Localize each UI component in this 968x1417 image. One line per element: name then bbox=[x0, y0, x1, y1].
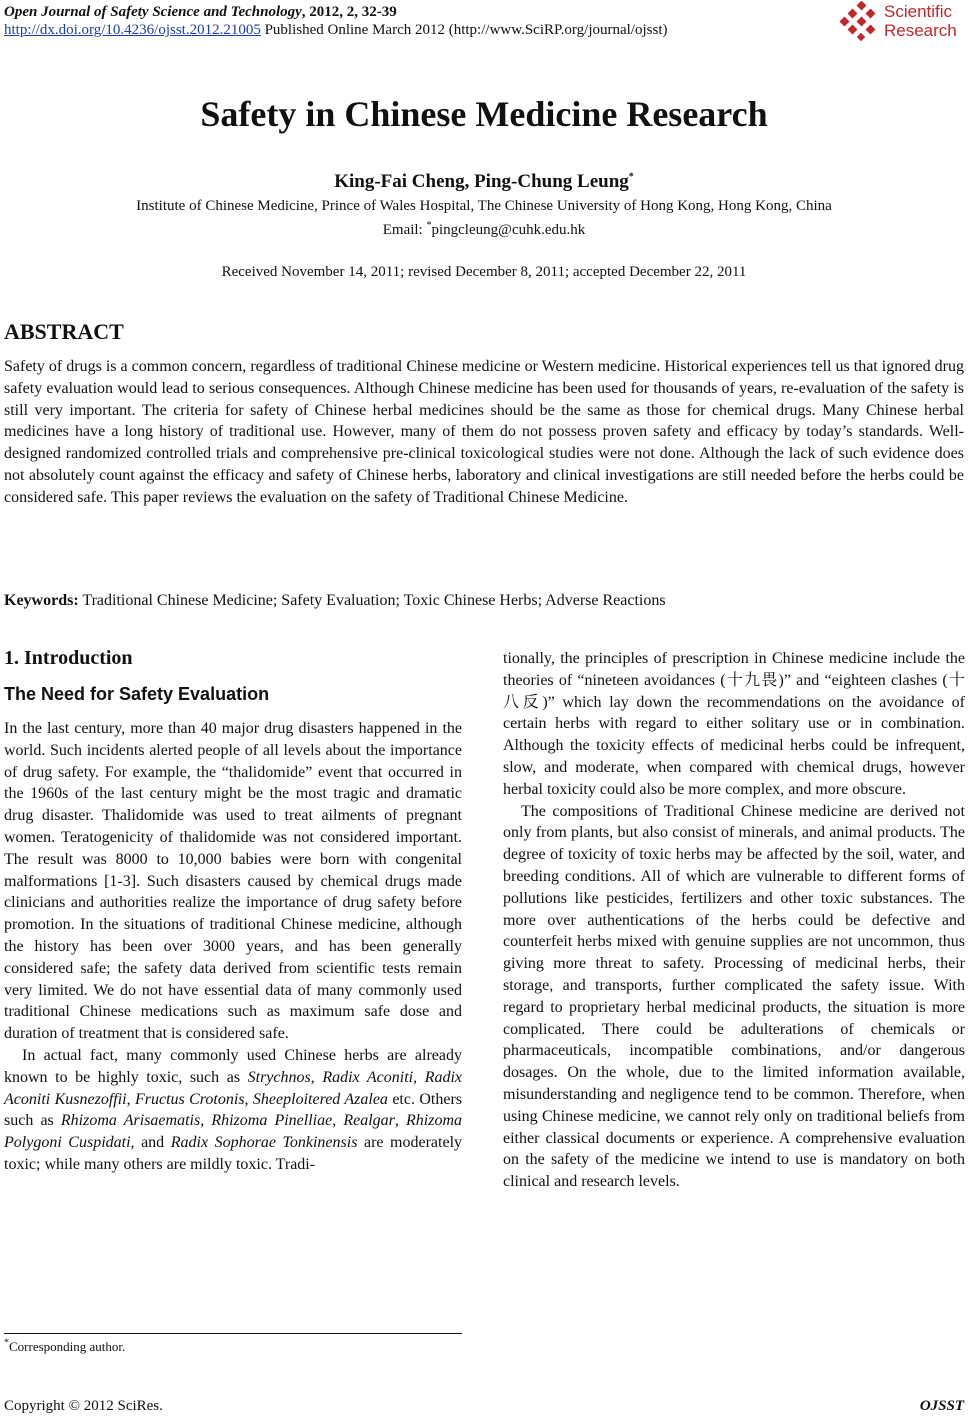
logo-line1: Scientific bbox=[884, 2, 953, 21]
published-online-text: Published Online March 2012 (http://www.SciRP.org/journal/ojsst) bbox=[260, 22, 668, 38]
herb-name: Radix Sophorae Tonkinensis bbox=[170, 1134, 358, 1152]
separator: , and bbox=[130, 1134, 171, 1152]
abstract-text: Safety of drugs is a common concern, regardless of traditional Chinese medicine or Western medicine. Historical experiences tell us that ignored drug safety evaluation would lead to serious consequences. Although Chinese medicine has been used for thousands of years, re-evaluation of the safety is still very important. The criteria for safety of Chinese herbal medicines should be the same as those for chemical drugs. Many Chinese herbal medicines have a long history of traditional use. However, many of them do not possess proven safety and efficacy by today’s standards. Well-designed randomized controlled trials and comprehensive pre-clinical toxicological studies were not done. Although the lack of such evidence does not absolutely count against the efficacy and safety of Chinese herbs, laboratory and clinical investigations are still needed before the herbs could be considered safe. This paper reviews the evaluation on the safety of Traditional Chinese Medicine. bbox=[4, 358, 964, 506]
scientific-research-logo-icon bbox=[840, 1, 882, 43]
herb-name: Strychnos bbox=[247, 1068, 311, 1086]
footnote-rule bbox=[4, 1333, 462, 1334]
logo-line2: Research bbox=[884, 21, 957, 40]
author-names: King-Fai Cheng, Ping-Chung Leung bbox=[334, 171, 629, 192]
email-label: Email: bbox=[382, 222, 427, 238]
footnote-mark: * bbox=[4, 1337, 9, 1349]
authors bbox=[0, 170, 968, 194]
paper-title: Safety in Chinese Medicine Research bbox=[200, 94, 768, 134]
para2-text-b: etc. Others such as bbox=[4, 1090, 462, 1130]
herb-name: Rhizoma Arisaematis bbox=[60, 1112, 201, 1130]
keywords-label: Keywords: bbox=[4, 592, 79, 609]
intro-paragraph-3: The compositions of Traditional Chinese medicine are derived not only from plants, but also consist of minerals, and animal products. The degree of toxicity of toxic herbs may be affected by the soil, water, and breeding conditions. All of which are vulnerable to different forms of pollutions like pesticides, fertilizers and other toxic substances. The more over authentications of the herbs could be defective and counterfeit herbs mixed with genuine supplies are not uncommon, thus giving more threat to safety. Processing of medicinal herbs, their storage, and transports, further complicated the safety issue. With regard to proprietary herbal medicinal products, the situation is more complicated. There could be adulterations of chemicals or pharmaceuticals, incompatible combinations, and/or dangerous dosages. On the whole, due to the limited information available, misunderstanding and negligence tend to be common. Therefore, when using Chinese medicine, we cannot rely only on traditional beliefs from either classical documents or experience. A comprehensive evaluation on the safety of the medicine we intend to use is mandatory on both clinical and research levels. bbox=[503, 802, 965, 1191]
separator: , bbox=[332, 1112, 344, 1130]
footnote-text: Corresponding author. bbox=[9, 1339, 126, 1354]
para2-text-c-end: tionally, the principles of prescription in Chinese medicine include the theories of “nineteen avoidances (十九畏)” and “eighteen clashes (十八反)” which lay down the recommendations on the avoidance of certain herbs with regard to either solitary use or in combination. Although the toxicity effects of medicinal herbs could be infrequent, slow, and moderate, when compared with chemical drugs, however herbal toxicity could also be more complex, and more obscure. bbox=[503, 650, 965, 798]
herb-name: Fructus Crotonis bbox=[134, 1090, 245, 1108]
email-line bbox=[0, 220, 968, 240]
scientific-research-logo bbox=[840, 0, 966, 44]
herb-name: Rhizoma Polygoni Cuspidati bbox=[4, 1112, 462, 1152]
right-column bbox=[503, 648, 965, 1193]
separator: , bbox=[200, 1112, 212, 1130]
para2-continued bbox=[503, 648, 965, 801]
intro-paragraph-2 bbox=[4, 1045, 462, 1176]
footnote bbox=[4, 1338, 125, 1356]
logo-wordmark bbox=[884, 2, 957, 40]
journal-name: Open Journal of Safety Science and Technology bbox=[4, 4, 302, 20]
email-address[interactable]: pingcleung@cuhk.edu.hk bbox=[431, 222, 586, 238]
para2-text-a: In actual fact, many commonly used Chinese herbs are already known to be highly toxic, such as bbox=[4, 1046, 462, 1086]
para2-text-c-start: are moderately toxic; while many others are mildly toxic. Tradi- bbox=[4, 1134, 463, 1173]
herb-name: Sheeploitered Azalea bbox=[252, 1090, 388, 1108]
keywords-text: Traditional Chinese Medicine; Safety Evaluation; Toxic Chinese Herbs; Adverse Reactions bbox=[78, 592, 666, 609]
keywords bbox=[4, 590, 964, 612]
subsection-heading: The Need for Safety Evaluation bbox=[4, 684, 270, 704]
herb-name: Realgar bbox=[343, 1112, 395, 1130]
doi-link[interactable]: http://dx.doi.org/10.4236/ojsst.2012.21005 bbox=[4, 22, 261, 38]
herb-name: Rhizoma Pinelliae bbox=[211, 1112, 333, 1130]
received-dates: Received November 14, 2011; revised December 8, 2011; accepted December 22, 2011 bbox=[221, 264, 747, 280]
left-column bbox=[4, 718, 462, 1176]
journal-header-line1 bbox=[4, 2, 397, 22]
section-heading-introduction: 1. Introduction bbox=[4, 647, 133, 669]
email-mark: * bbox=[426, 220, 432, 231]
separator: , bbox=[394, 1112, 406, 1130]
herb-name: Radix Aconiti bbox=[322, 1068, 414, 1086]
journal-volume: , 2012, 2, 32-39 bbox=[301, 4, 397, 20]
intro-paragraph-1: In the last century, more than 40 major drug disasters happened in the world. Such incidents alerted people of all levels about the importance of drug safety. For example, the “thalidomide” event that occurred in the 1960s of the last century might be the most tragic and dramatic drug disaster. Thalidomide was used to treat ailments of pregnant women. Teratogenicity of thalidomide was not considered important. The result was 8000 to 10,000 babies were born with congenital malformations [1-3]. Such disasters caused by chemical drugs made clinicians and authorities realize the importance of drug safety before promotion. In the situations of traditional Chinese medicine, although the history has been over 3000 years, and has been generally considered safe; the safety data derived from scientific tests remain very limited. We do not have essential data of many commonly used traditional Chinese medications such as maximum safe dose and duration of treatment that is considered safe. bbox=[4, 720, 462, 1043]
separator: , bbox=[244, 1090, 253, 1108]
journal-header-line2 bbox=[4, 20, 667, 40]
copyright: Copyright © 2012 SciRes. bbox=[4, 1398, 163, 1414]
corresponding-mark: * bbox=[628, 171, 634, 183]
journal-abbrev: OJSST bbox=[919, 1398, 964, 1414]
separator: , bbox=[413, 1068, 425, 1086]
abstract-heading: ABSTRACT bbox=[4, 319, 124, 344]
herb-name: Radix Aconiti Kusnezoffii bbox=[4, 1068, 463, 1108]
separator: , bbox=[126, 1090, 135, 1108]
separator: , bbox=[310, 1068, 323, 1086]
affiliation: Institute of Chinese Medicine, Prince of Wales Hospital, The Chinese University of Hong Kong, Hong Kong, China bbox=[136, 198, 832, 214]
